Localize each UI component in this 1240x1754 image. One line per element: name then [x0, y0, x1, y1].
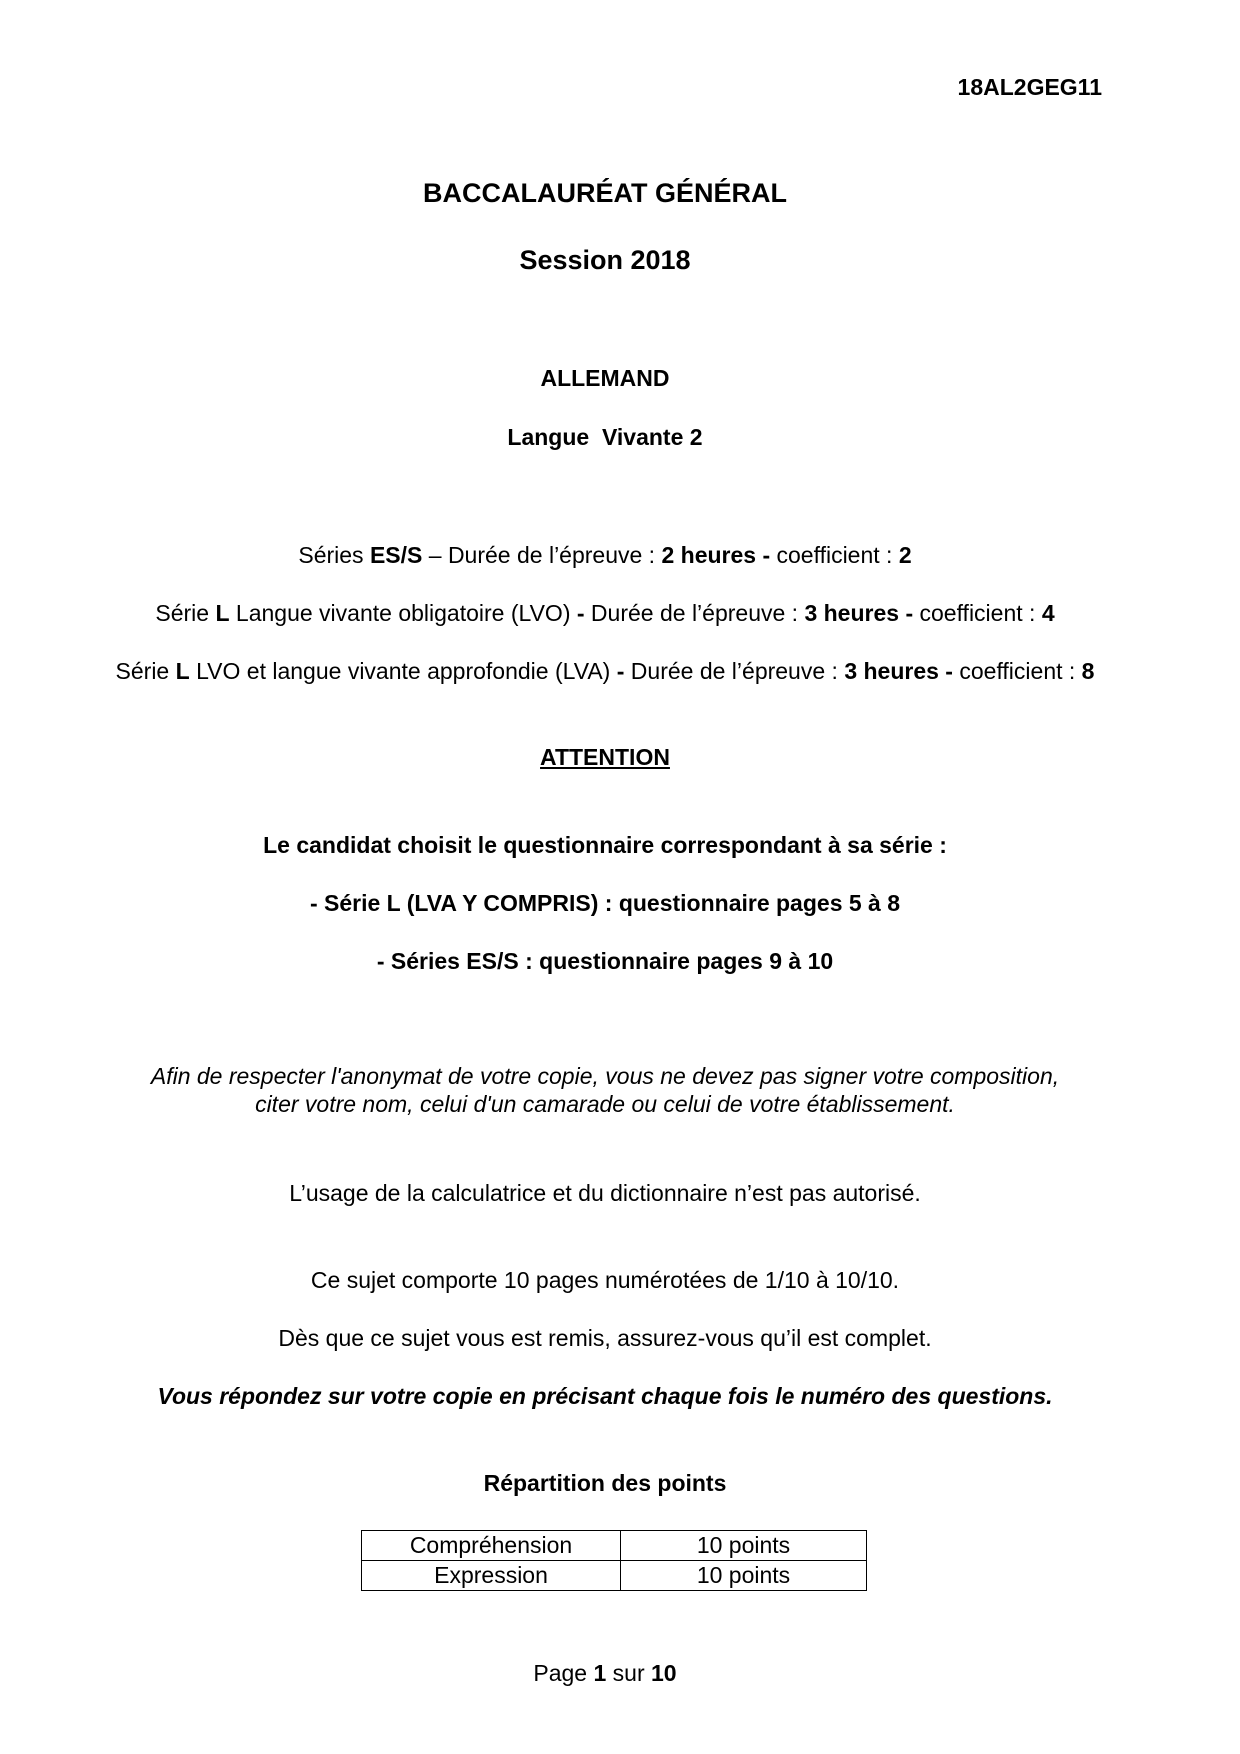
subject-heading: ALLEMAND: [540, 365, 670, 391]
anonymity-notice-line-1: Afin de respecter l'anonymat de votre copie, vous ne devez pas signer votre composition,: [150, 1063, 1060, 1089]
points-label: Expression: [362, 1561, 621, 1591]
points-table: [361, 1530, 867, 1591]
language-level: Langue Vivante 2: [507, 424, 703, 450]
attention-intro: Le candidat choisit le questionnaire correspondant à sa série :: [263, 832, 947, 858]
attention-item-serie-l: - Série L (LVA Y COMPRIS) : questionnaire pages 5 à 8: [309, 890, 901, 916]
anonymity-notice-line-2: citer votre nom, celui d'un camarade ou celui de votre établissement.: [255, 1091, 955, 1117]
points-value: 10 points: [621, 1531, 867, 1561]
points-label: Compréhension: [362, 1531, 621, 1561]
answer-instruction: Vous répondez sur votre copie en précisant chaque fois le numéro des questions.: [157, 1383, 1053, 1409]
page-footer: Page 1 sur 10: [533, 1660, 677, 1686]
document-reference-code: 18AL2GEG11: [957, 74, 1102, 100]
points-value: 10 points: [621, 1561, 867, 1591]
points-heading: Répartition des points: [483, 1470, 727, 1496]
attention-item-series-es-s: - Séries ES/S : questionnaire pages 9 à 10: [376, 948, 834, 974]
attention-heading: ATTENTION: [540, 744, 670, 770]
table-row: [362, 1531, 867, 1561]
series-line-l-lvo: Série L Langue vivante obligatoire (LVO) - Durée de l’épreuve : 3 heures - coefficient : 4: [155, 600, 1055, 626]
session-label: Session 2018: [519, 245, 691, 275]
calculator-notice: L’usage de la calculatrice et du dictionnaire n’est pas autorisé.: [289, 1180, 921, 1206]
exam-title: BACCALAURÉAT GÉNÉRAL: [423, 178, 787, 208]
table-row: [362, 1561, 867, 1591]
series-line-l-lva: Série L LVO et langue vivante approfondie (LVA) - Durée de l’épreuve : 3 heures - coefficient : 8: [115, 658, 1095, 684]
series-line-es-s: Séries ES/S – Durée de l’épreuve : 2 heures - coefficient : 2: [298, 542, 912, 568]
pages-notice: Ce sujet comporte 10 pages numérotées de 1/10 à 10/10.: [310, 1267, 900, 1293]
completeness-notice: Dès que ce sujet vous est remis, assurez-vous qu’il est complet.: [278, 1325, 932, 1351]
